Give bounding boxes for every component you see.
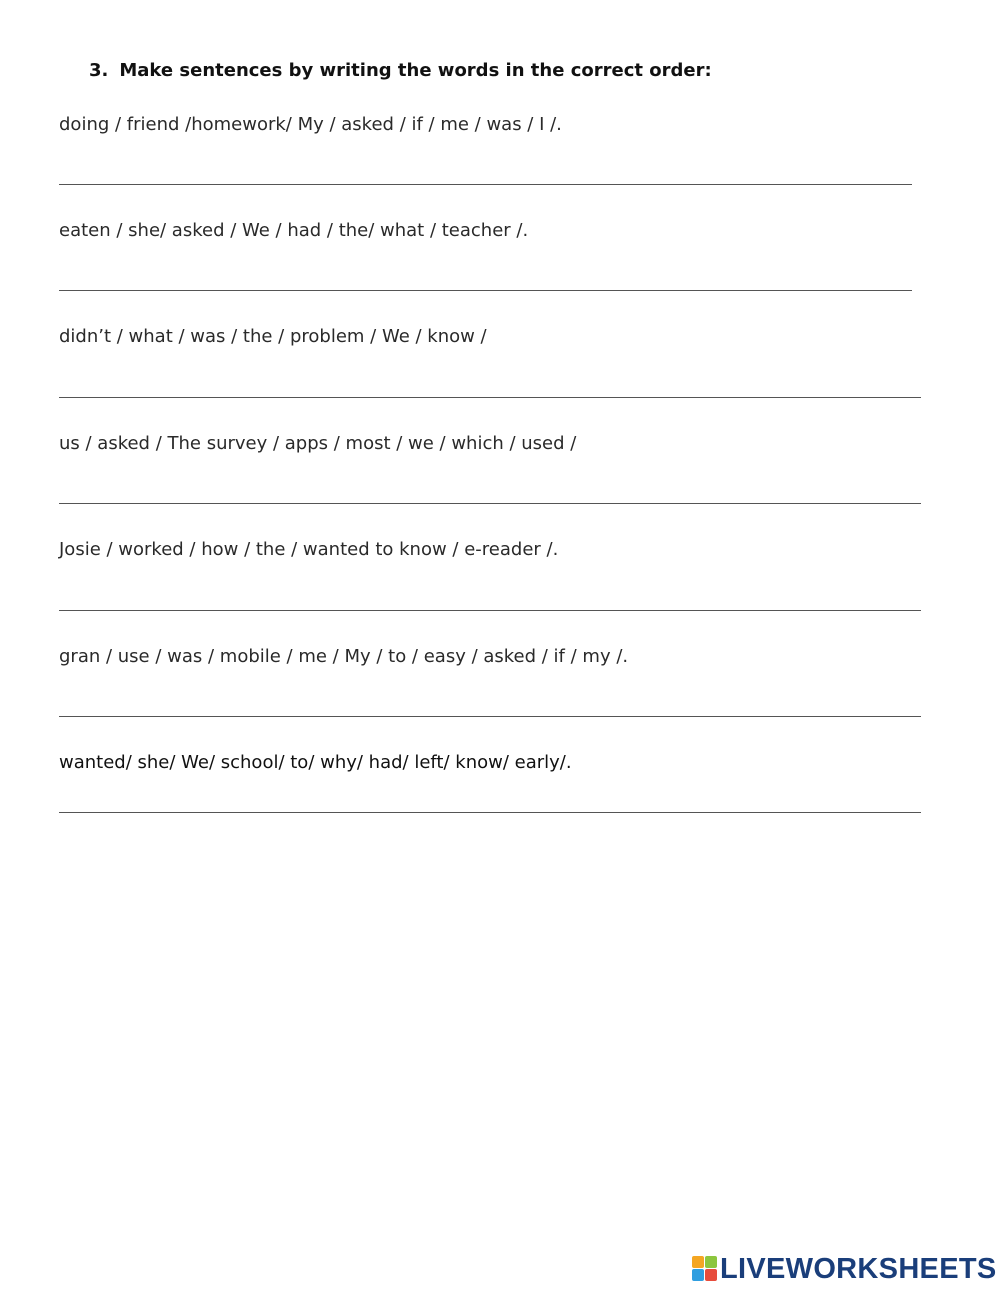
logo-mark-icon <box>692 1256 718 1282</box>
liveworksheets-logo <box>692 1254 997 1284</box>
prompt-2: eaten / she/ asked / We / had / the/ what / teacher /. <box>59 220 529 241</box>
answer-line-6[interactable] <box>59 716 921 717</box>
answer-line-7[interactable] <box>59 812 921 813</box>
prompt-1: doing / friend /homework/ My / asked / if / me / was / I /. <box>59 114 562 135</box>
exercise-title: Make sentences by writing the words in the correct order: <box>119 60 712 81</box>
prompt-6: gran / use / was / mobile / me / My / to / easy / asked / if / my /. <box>59 646 629 667</box>
answer-line-1[interactable] <box>59 184 912 185</box>
answer-line-3[interactable] <box>59 397 921 398</box>
logo-text: LIVEWORKSHEETS <box>720 1253 997 1285</box>
answer-line-2[interactable] <box>59 290 912 291</box>
answer-line-5[interactable] <box>59 610 921 611</box>
prompt-3: didn’t / what / was / the / problem / We / know / <box>59 326 487 347</box>
answer-line-4[interactable] <box>59 503 921 504</box>
exercise-number: 3. <box>89 60 109 81</box>
prompt-4: us / asked / The survey / apps / most / we / which / used / <box>59 433 577 454</box>
exercise-heading <box>89 60 712 81</box>
prompt-7: wanted/ she/ We/ school/ to/ why/ had/ left/ know/ early/. <box>59 752 572 773</box>
prompt-5: Josie / worked / how / the / wanted to know / e-reader /. <box>59 539 559 560</box>
